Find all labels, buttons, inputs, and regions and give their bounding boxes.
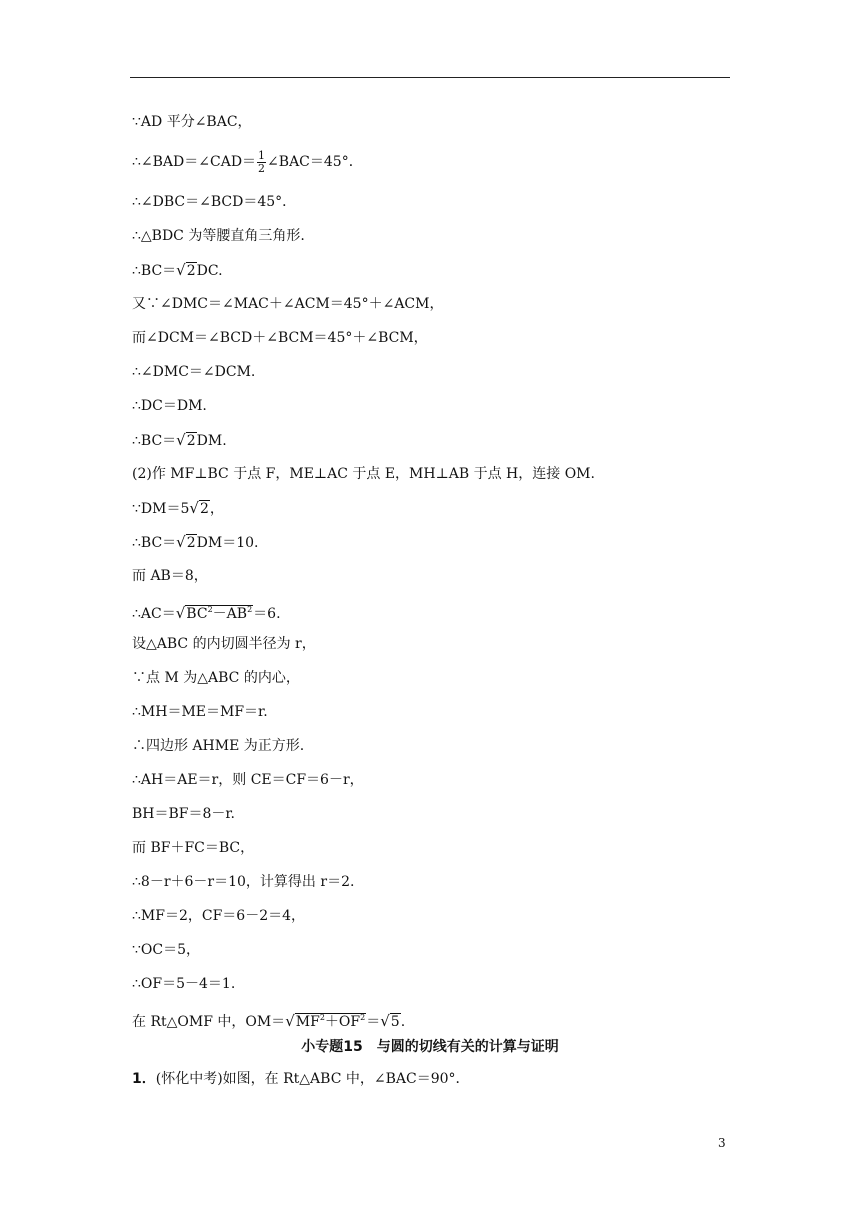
solution-line bbox=[132, 562, 732, 596]
term-ab: AB bbox=[226, 606, 248, 622]
fraction-denominator: 2 bbox=[258, 161, 266, 175]
sqrt-bc2-ab2 bbox=[176, 596, 253, 628]
line-text: ∴AH＝AE＝r，则 CE＝CF＝6－r， bbox=[132, 772, 364, 788]
solution-line bbox=[132, 358, 732, 392]
solution-line bbox=[132, 630, 732, 664]
solution-line bbox=[132, 324, 732, 358]
solution-line bbox=[132, 108, 732, 142]
fraction-numerator: 1 bbox=[258, 148, 266, 162]
line-text: ∵AD 平分∠BAC， bbox=[132, 114, 252, 130]
solution-line bbox=[132, 732, 732, 766]
solution-line bbox=[132, 1004, 732, 1038]
solution-line bbox=[132, 664, 732, 698]
problem-statement bbox=[132, 1068, 470, 1088]
exponent: 2 bbox=[319, 1013, 325, 1022]
radical-sign-icon: √ bbox=[176, 533, 186, 551]
section-heading: 小专题15 与圆的切线有关的计算与证明 bbox=[301, 1039, 559, 1055]
exponent: 2 bbox=[247, 605, 253, 614]
solution-line bbox=[132, 290, 732, 324]
solution-line bbox=[132, 970, 732, 1004]
exponent: 2 bbox=[207, 605, 213, 614]
line-text: ∴MH＝ME＝MF＝r. bbox=[132, 704, 268, 720]
line-text: ∴AC＝ bbox=[132, 606, 176, 622]
radicand: 5 bbox=[390, 1014, 400, 1030]
line-text: 又∵∠DMC＝∠MAC＋∠ACM＝45°＋∠ACM， bbox=[132, 296, 444, 312]
line-text: (2)作 MF⊥BC 于点 F，ME⊥AC 于点 E，MH⊥AB 于点 H，连接 OM. bbox=[132, 466, 595, 482]
line-text: 而 BF＋FC＝BC， bbox=[132, 840, 255, 856]
header-rule bbox=[130, 77, 730, 78]
sqrt-2 bbox=[176, 528, 196, 557]
sqrt-2 bbox=[176, 426, 196, 455]
exponent: 2 bbox=[360, 1013, 366, 1022]
line-text: 而 AB＝8， bbox=[132, 568, 208, 584]
problem-number: 1． bbox=[132, 1071, 156, 1087]
line-text: ∵OC＝5， bbox=[132, 942, 201, 958]
line-text: ∴OF＝5－4＝1. bbox=[132, 976, 236, 992]
radical-sign-icon: √ bbox=[285, 1012, 295, 1030]
solution-line bbox=[132, 222, 732, 256]
line-text: 设△ABC 的内切圆半径为 r， bbox=[132, 636, 316, 652]
plus-sign: ＋ bbox=[324, 1014, 339, 1030]
term-bc: BC bbox=[186, 606, 208, 622]
line-text: ∴BC＝ bbox=[132, 535, 177, 551]
line-text: ∴∠DBC＝∠BCD＝45°． bbox=[132, 194, 297, 210]
solution-line bbox=[132, 596, 732, 630]
radicand: 2 bbox=[186, 433, 196, 449]
line-text: DM. bbox=[196, 433, 227, 449]
solution-line bbox=[132, 528, 732, 562]
line-text: ∴∠BAD＝∠CAD＝ bbox=[132, 154, 257, 170]
line-text: . bbox=[400, 1014, 406, 1030]
solution-line bbox=[132, 142, 732, 188]
page-number: 3 bbox=[718, 1136, 726, 1150]
radicand: 2 bbox=[186, 263, 196, 279]
solution-line bbox=[132, 698, 732, 732]
problem-text: (怀化中考)如图，在 Rt△ABC 中，∠BAC＝90°． bbox=[155, 1071, 470, 1087]
line-text: ＝6. bbox=[253, 606, 281, 622]
term-mf: MF bbox=[295, 1014, 320, 1030]
radical-sign-icon: √ bbox=[189, 499, 199, 517]
line-text: ∴8－r＋6－r＝10，计算得出 r＝2. bbox=[132, 874, 355, 890]
fraction-half bbox=[257, 150, 266, 175]
minus-sign: － bbox=[212, 606, 227, 622]
radical-sign-icon: √ bbox=[176, 261, 186, 279]
line-text: 在 Rt△OMF 中，OM＝ bbox=[132, 1014, 286, 1030]
sqrt-5 bbox=[380, 1007, 400, 1036]
solution-line bbox=[132, 460, 732, 494]
line-text: ∴BC＝ bbox=[132, 263, 177, 279]
line-text: ∴∠DMC＝∠DCM. bbox=[132, 364, 256, 380]
line-text: ∴MF＝2，CF＝6－2＝4， bbox=[132, 908, 306, 924]
line-text: ∴BC＝ bbox=[132, 433, 177, 449]
line-text: 而∠DCM＝∠BCD＋∠BCM＝45°＋∠BCM， bbox=[132, 330, 428, 346]
line-text: DC. bbox=[196, 263, 223, 279]
solution-line bbox=[132, 800, 732, 834]
radical-sign-icon: √ bbox=[380, 1012, 390, 1030]
equals-sign: ＝ bbox=[366, 1014, 381, 1030]
sqrt-mf2-of2 bbox=[285, 1004, 366, 1036]
line-text: ∴DC＝DM. bbox=[132, 398, 207, 414]
solution-line bbox=[132, 188, 732, 222]
line-text: ∵DM＝5 bbox=[132, 501, 190, 517]
solution-line bbox=[132, 494, 732, 528]
sqrt-2 bbox=[176, 256, 196, 285]
line-text: ∠BAC＝45°． bbox=[267, 154, 363, 170]
solution-body bbox=[132, 108, 732, 1038]
line-text: BH＝BF＝8－r. bbox=[132, 806, 236, 822]
solution-line bbox=[132, 766, 732, 800]
solution-line bbox=[132, 834, 732, 868]
radical-sign-icon: √ bbox=[175, 604, 186, 622]
solution-line bbox=[132, 936, 732, 970]
line-text: DM＝10. bbox=[196, 535, 259, 551]
line-text: ∴△BDC 为等腰直角三角形. bbox=[132, 228, 305, 244]
radicand bbox=[185, 605, 253, 622]
solution-line bbox=[132, 256, 732, 290]
solution-line bbox=[132, 392, 732, 426]
radicand bbox=[295, 1013, 366, 1030]
solution-line bbox=[132, 868, 732, 902]
radicand: 2 bbox=[186, 535, 196, 551]
line-text: ∵点 M 为△ABC 的内心， bbox=[132, 670, 300, 686]
line-text: ， bbox=[209, 501, 224, 517]
radical-sign-icon: √ bbox=[176, 431, 186, 449]
radicand: 2 bbox=[199, 501, 209, 517]
solution-line bbox=[132, 902, 732, 936]
line-text: ∴四边形 AHME 为正方形. bbox=[132, 738, 305, 754]
term-of: OF bbox=[338, 1014, 361, 1030]
solution-line bbox=[132, 426, 732, 460]
sqrt-2 bbox=[189, 494, 209, 523]
